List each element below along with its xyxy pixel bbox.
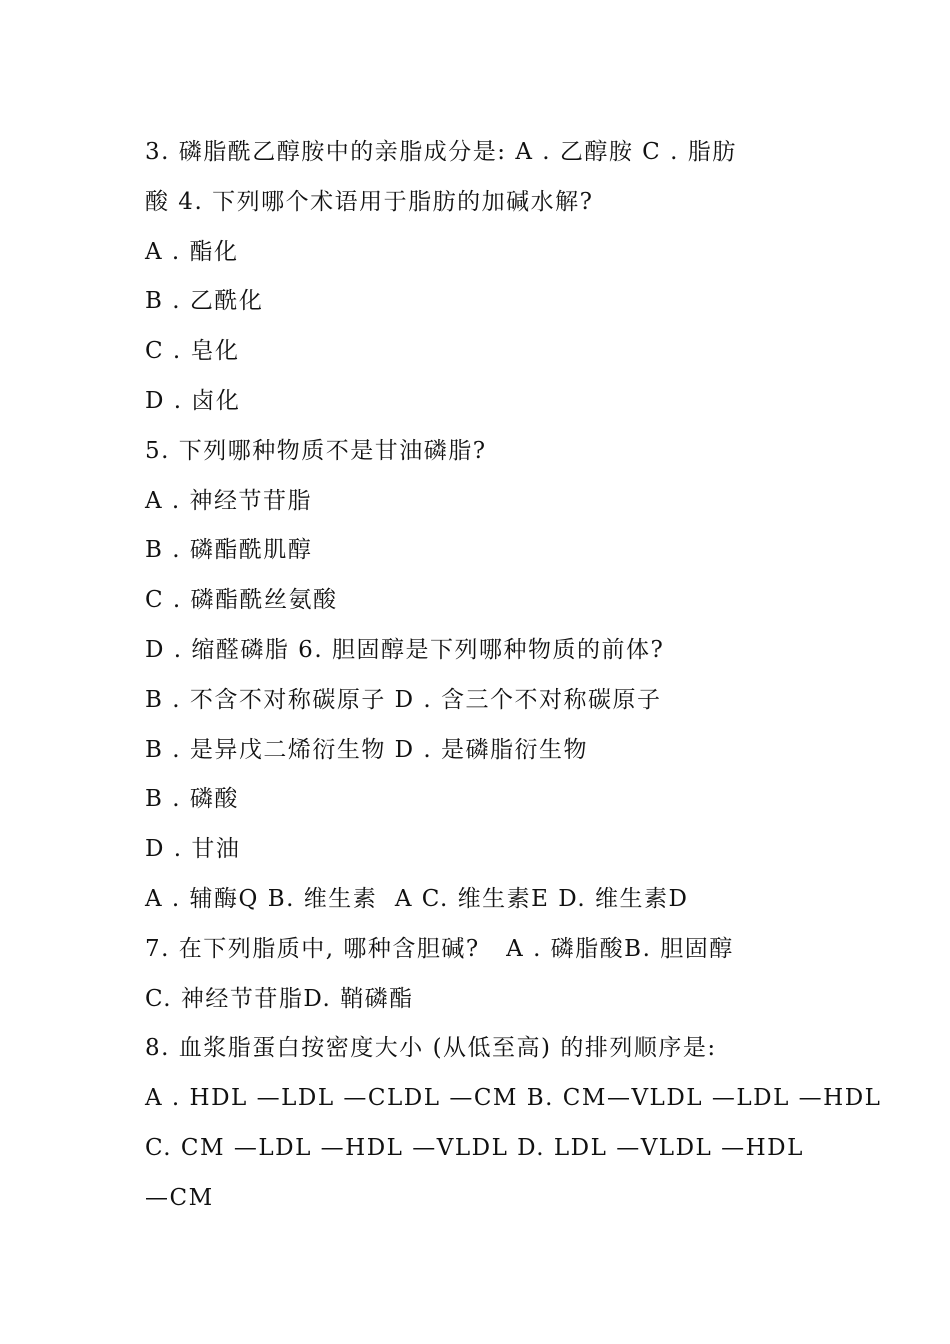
text-line: A . 神经节苷脂 <box>145 487 313 514</box>
text-line: 酸 4. 下列哪个术语用于脂肪的加碱水解? <box>145 188 594 215</box>
text-line: C. 神经节苷脂D. 鞘磷酯 <box>145 985 414 1012</box>
text-line: B . 不含不对称碳原子 D . 含三个不对称碳原子 <box>145 686 662 713</box>
text-line: 7. 在下列脂质中, 哪种含胆碱? A . 磷脂酸B. 胆固醇 <box>145 935 734 962</box>
text-line: D . 缩醛磷脂 6. 胆固醇是下列哪种物质的前体? <box>145 636 665 663</box>
text-line: C . 皂化 <box>145 338 240 365</box>
text-line: A . 酯化 <box>145 238 239 265</box>
text-line: B . 磷酯酰肌醇 <box>145 537 313 564</box>
text-line: D . 甘油 <box>145 836 241 863</box>
text-line: B . 乙酰化 <box>145 288 264 315</box>
text-line: 8. 血浆脂蛋白按密度大小 (从低至高) 的排列顺序是: <box>145 1035 717 1062</box>
text-line: C . 磷酯酰丝氨酸 <box>145 587 338 614</box>
text-line: A . HDL —LDL —CLDL —CM B. CM—VLDL —LDL —HDL <box>145 1085 882 1112</box>
text-line: 3. 磷脂酰乙醇胺中的亲脂成分是: A . 乙醇胺 C . 脂肪 <box>145 139 737 165</box>
text-line: 5. 下列哪种物质不是甘油磷脂? <box>145 437 487 464</box>
text-line: D . 卤化 <box>145 387 241 414</box>
text-line: —CM <box>145 1184 214 1211</box>
text-line: A . 辅酶Q B. 维生素 A C. 维生素E D. 维生素D <box>145 885 689 912</box>
text-line: B . 磷酸 <box>145 786 239 813</box>
text-line: B . 是异戊二烯衍生物 D . 是磷脂衍生物 <box>145 736 589 763</box>
text-line: C. CM —LDL —HDL —VLDL D. LDL —VLDL —HDL <box>145 1134 804 1161</box>
document-body <box>145 132 882 1228</box>
